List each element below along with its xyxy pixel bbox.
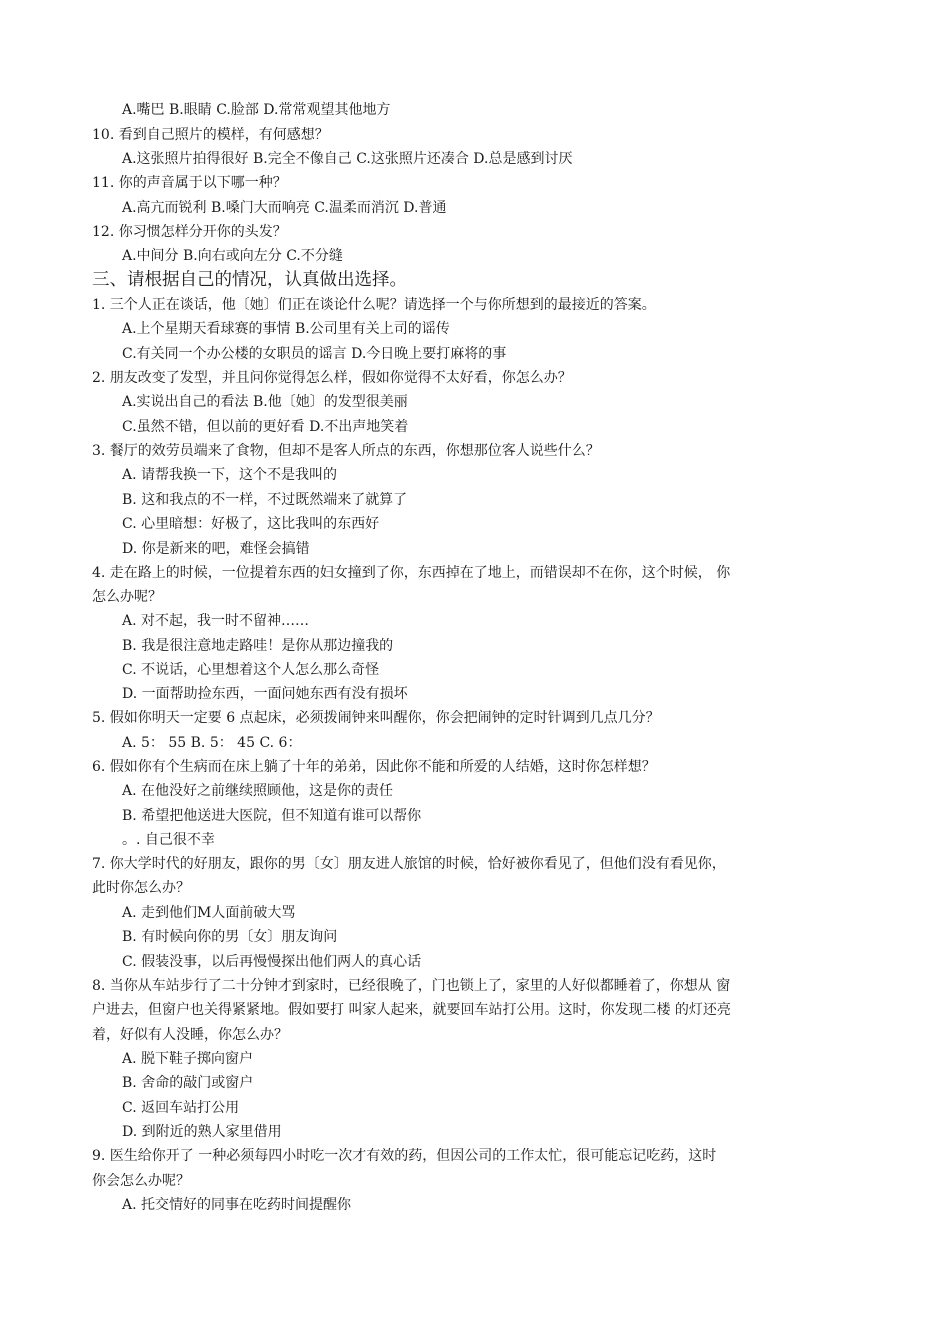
question-line: 10. 看到自己照片的模样，有何感想？ bbox=[92, 127, 329, 143]
question-line: 户进去，但窗户也关得紧紧地。假如要打 叫家人起来，就要回车站打公用。这时，你发现二楼 的灯还亮 bbox=[92, 1002, 731, 1018]
option-line: 。. 自己很不幸 bbox=[122, 832, 215, 848]
question-line: 12. 你习惯怎样分开你的头发？ bbox=[92, 224, 287, 240]
option-line: A. 在他没好之前继续照顾他，这是你的责任 bbox=[122, 783, 394, 799]
question-line: 此时你怎么办？ bbox=[92, 880, 190, 896]
option-line: A. 5： 55 B. 5： 45 C. 6： bbox=[122, 735, 302, 751]
option-line: A.上个星期天看球赛的事情 B.公司里有关上司的谣传 bbox=[122, 321, 450, 337]
question-line: 8. 当你从车站步行了二十分钟才到家时，已经很晚了，门也锁上了，家里的人好似都睡着了，你想从 窗 bbox=[92, 978, 731, 994]
option-line: D. 到附近的熟人家里借用 bbox=[122, 1124, 282, 1140]
option-line: A. 请帮我换一下，这个不是我叫的 bbox=[122, 467, 338, 483]
option-line: B. 我是很注意地走路哇！是你从那边撞我的 bbox=[122, 638, 394, 654]
option-line: C.虽然不错，但以前的更好看 D.不出声地笑着 bbox=[122, 419, 409, 435]
option-line: D. 一面帮助捡东西，一面问她东西有没有损坏 bbox=[122, 686, 408, 702]
option-line: B. 有时候向你的男〔女〕朋友询问 bbox=[122, 929, 338, 945]
option-line: C. 心里暗想：好极了，这比我叫的东西好 bbox=[122, 516, 380, 532]
option-line: A. 对不起，我一时不留神…… bbox=[122, 613, 310, 629]
option-line: B. 这和我点的不一样，不过既然端来了就算了 bbox=[122, 492, 408, 508]
option-line: A. 脱下鞋子掷向窗户 bbox=[122, 1051, 254, 1067]
question-line: 7. 你大学时代的好朋友，跟你的男〔女〕朋友进人旅馆的时候，恰好被你看见了，但他们没有看见你， bbox=[92, 856, 726, 872]
question-line: 着，好似有人没睡，你怎么办？ bbox=[92, 1027, 288, 1043]
question-line: 9. 医生给你开了 一种必须每四小时吃一次才有效的药，但因公司的工作太忙，很可能忘记吃药，这时 bbox=[92, 1148, 717, 1164]
question-line: 你会怎么办呢？ bbox=[92, 1173, 190, 1189]
option-line: A.实说出自己的看法 B.他〔她〕的发型很美丽 bbox=[122, 394, 408, 410]
question-line: 2. 朋友改变了发型，并且问你觉得怎么样，假如你觉得不太好看，你怎么办？ bbox=[92, 370, 572, 386]
question-line: 11. 你的声音属于以下哪一种？ bbox=[92, 175, 287, 191]
question-line: 6. 假如你有个生病而在床上躺了十年的弟弟，因此你不能和所爱的人结婚，这时你怎样想？ bbox=[92, 759, 656, 775]
option-line: A.这张照片拍得很好 B.完全不像自己 C.这张照片还凑合 D.总是感到讨厌 bbox=[122, 151, 573, 167]
question-line: 5. 假如你明天一定要 6 点起床，必须拨闹钟来叫醒你，你会把闹钟的定时针调到几点几分？ bbox=[92, 710, 660, 726]
option-line: A.高亢而锐利 B.嗓门大而响亮 C.温柔而消沉 D.普通 bbox=[122, 200, 447, 216]
question-line: 怎么办呢？ bbox=[92, 589, 162, 605]
option-line: A.嘴巴 B.眼睛 C.脸部 D.常常观望其他地方 bbox=[122, 102, 391, 118]
section-heading: 三、请根据自己的情况，认真做出选择。 bbox=[92, 270, 407, 290]
option-line: C. 假装没事，以后再慢慢探出他们两人的真心话 bbox=[122, 954, 422, 970]
option-line: C. 返回车站打公用 bbox=[122, 1100, 240, 1116]
question-line: 3. 餐厅的效劳员端来了食物，但却不是客人所点的东西，你想那位客人说些什么？ bbox=[92, 443, 600, 459]
question-line: 4. 走在路上的时候，一位提着东西的妇女撞到了你，东西掉在了地上，而错误却不在你，这个时候， 你 bbox=[92, 565, 731, 581]
option-line: D. 你是新来的吧，难怪会搞错 bbox=[122, 541, 310, 557]
option-line: C.有关同一个办公楼的女职员的谣言 D.今日晚上要打麻将的事 bbox=[122, 346, 507, 362]
option-line: A. 托交情好的同事在吃药时间提醒你 bbox=[122, 1197, 352, 1213]
question-line: 1. 三个人正在谈话，他〔她〕们正在谈论什么呢？请选择一个与你所想到的最接近的答案。 bbox=[92, 297, 656, 313]
option-line: C. 不说话，心里想着这个人怎么那么奇怪 bbox=[122, 662, 380, 678]
option-line: B. 舍命的敲门或窗户 bbox=[122, 1075, 254, 1091]
option-line: B. 希望把他送进大医院，但不知道有谁可以帮你 bbox=[122, 808, 422, 824]
option-line: A.中间分 B.向右或向左分 C.不分缝 bbox=[122, 248, 343, 264]
option-line: A. 走到他们M人面前破大骂 bbox=[122, 905, 296, 921]
